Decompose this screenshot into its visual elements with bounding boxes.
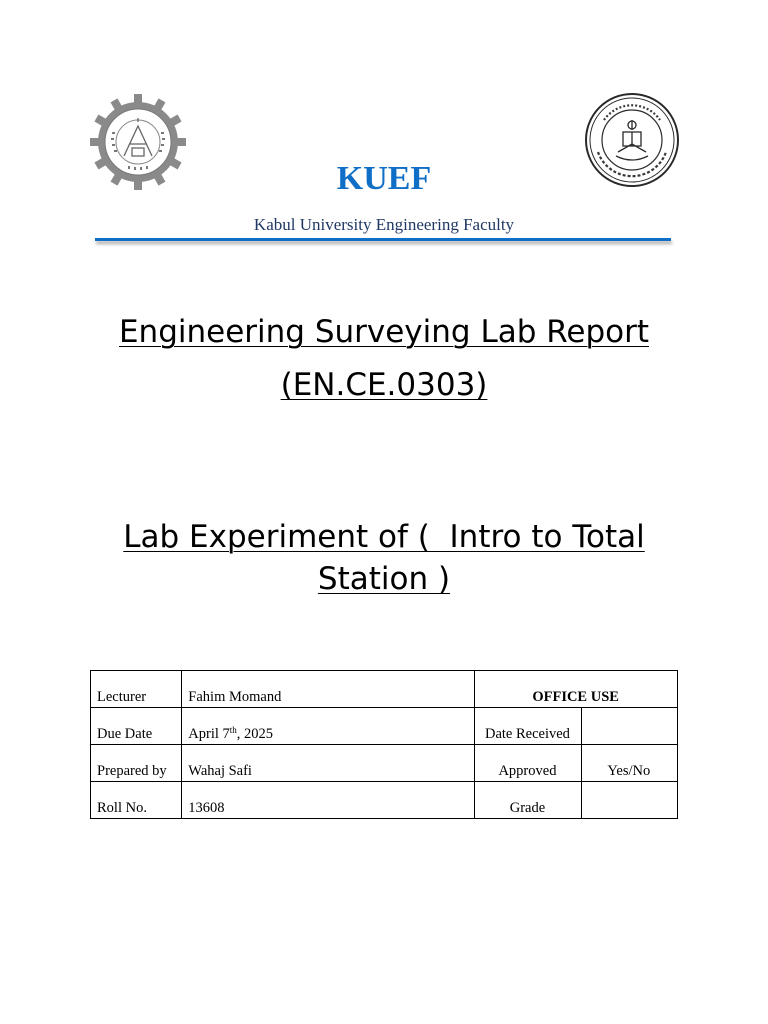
org-abbreviation: KUEF bbox=[336, 160, 432, 197]
table-row bbox=[91, 745, 678, 782]
experiment-title bbox=[60, 516, 708, 600]
university-seal-icon bbox=[584, 92, 680, 188]
due-date-main: April 7 bbox=[188, 726, 230, 742]
office-use-heading: OFFICE USE bbox=[475, 671, 678, 708]
prepared-by-label: Prepared by bbox=[91, 745, 182, 782]
date-received-label: Date Received bbox=[475, 708, 581, 745]
roll-no-value: 13608 bbox=[182, 782, 475, 819]
grade-value bbox=[581, 782, 677, 819]
report-title-line-1: Engineering Surveying Lab Report bbox=[118, 314, 650, 350]
approved-value: Yes/No bbox=[581, 745, 677, 782]
experiment-title-line-2: Station ) bbox=[317, 561, 451, 597]
due-date-ordinal: th bbox=[229, 725, 237, 735]
due-date-year: , 2025 bbox=[236, 726, 274, 742]
date-received-value bbox=[581, 708, 677, 745]
grade-label: Grade bbox=[475, 782, 581, 819]
prepared-by-value: Wahaj Safi bbox=[182, 745, 475, 782]
approved-label: Approved bbox=[475, 745, 581, 782]
table-row bbox=[91, 782, 678, 819]
report-info-table bbox=[90, 670, 678, 819]
due-date-label: Due Date bbox=[91, 708, 182, 745]
lecturer-label: Lecturer bbox=[91, 671, 182, 708]
experiment-title-line-1: Lab Experiment of ( Intro to Total bbox=[123, 519, 645, 555]
table-row bbox=[91, 708, 678, 745]
report-title bbox=[60, 306, 708, 412]
course-code: (EN.CE.0303) bbox=[280, 367, 488, 403]
table-row bbox=[91, 671, 678, 708]
header-divider-line bbox=[95, 238, 671, 241]
org-full-name: Kabul University Engineering Faculty bbox=[253, 215, 515, 234]
due-date-value bbox=[182, 708, 475, 745]
roll-no-label: Roll No. bbox=[91, 782, 182, 819]
lecturer-value: Fahim Momand bbox=[182, 671, 475, 708]
